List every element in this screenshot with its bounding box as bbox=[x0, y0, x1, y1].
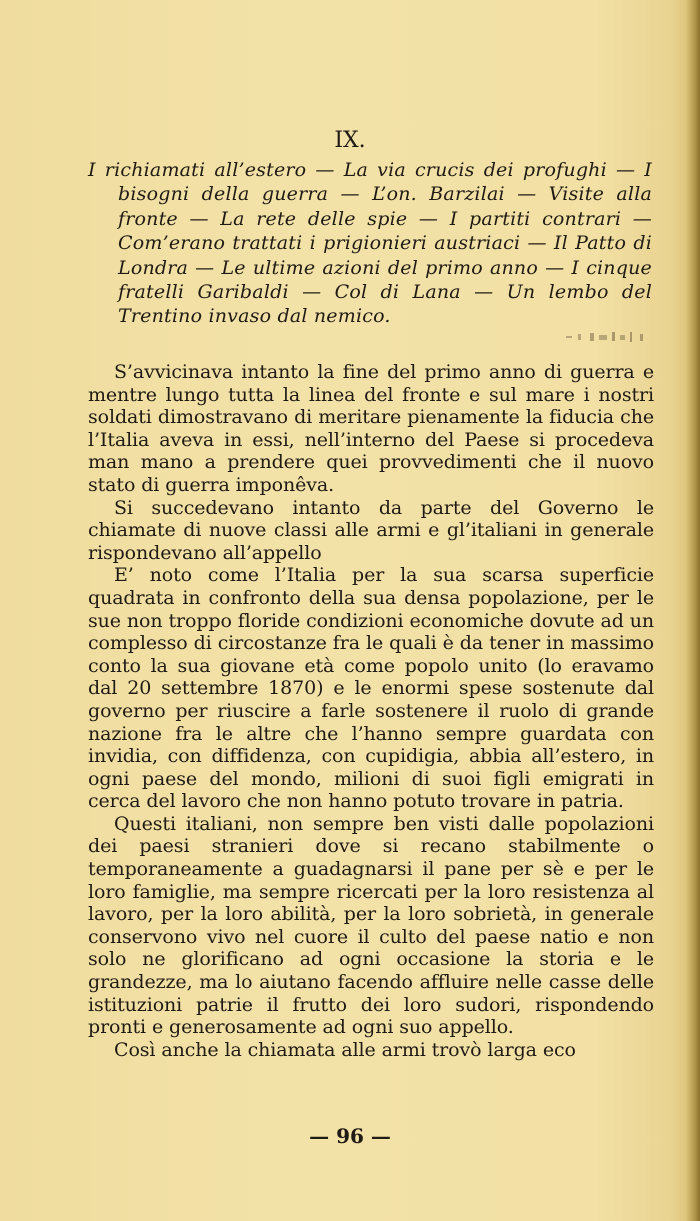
paragraph: Così anche la chiamata alle armi trovò larga eco bbox=[114, 1038, 576, 1061]
chapter-summary: I richiamati all’estero — La via crucis dei profughi — I bisogni della guerra — L’on. Barzilai — Visite alla fronte — La rete delle spie — I partiti contrari — Com’erano trattati i prigionieri austriaci — Il Patto di Londra — Le ultime azioni del primo anno — I cinque fratelli Garibaldi — Col di Lana — Un lembo del Trentino invaso dal nemico. bbox=[88, 159, 652, 328]
ink-smudge-icon bbox=[566, 330, 654, 344]
page-number: — 96 — bbox=[309, 1124, 391, 1148]
body-text bbox=[88, 361, 654, 1061]
page-edge-shadow bbox=[686, 0, 700, 1221]
paragraph: E’ noto come l’Italia per la sua scarsa superficie quadrata in confronto della sua densa popolazione, per le sue non troppo floride condizioni economiche dovute ad un complesso di circostanze fra le quali è da tener in massimo conto la sua giovane età come popolo unito (lo eravamo dal 20 settembre 1870) e le enormi spese sostenute dal governo per riuscire a farle sostenere il ruolo di grande nazione fra le altre che l’hanno sempre guardata con invidia, con diffidenza, con cupidigia, abbia all’estero, in ogni paese del mondo, milioni di suoi figli emigrati in cerca del lavoro che non hanno potuto trovare in patria. bbox=[88, 564, 654, 813]
paragraph: Questi italiani, non sempre ben visti dalle popolazioni dei paesi stranieri dove si recano stabilmente o temporaneamente a guadagnarsi il pane per sè e per le loro famiglie, ma sempre ricercati per la loro resistenza al lavoro, per la loro abilità, per la loro sobrietà, in generale conservono vivo nel cuore il culto del paese natio e non solo ne glorificano ad ogni occasione la storia e le grandezze, ma lo aiutano facendo affluire nelle casse delle istituzioni patrie il frutto dei loro sudori, rispondendo pronti e generosamente ad ogni suo appello. bbox=[88, 812, 654, 1039]
paragraph: S’avvicinava intanto la fine del primo anno di guerra e mentre lungo tutta la linea del fronte e sul mare i nostri soldati dimostravano di meritare pienamente la fiducia che l’Italia aveva in essi, nell’interno del Paese si procedeva man mano a prendere quei provvedimenti che il nuovo stato di guerra imponêva. bbox=[88, 361, 654, 496]
chapter-number: IX. bbox=[334, 128, 366, 153]
paragraph: Si succedevano intanto da parte del Governo le chiamate di nuove classi alle armi e gl’italiani in generale rispondevano all’appello bbox=[88, 496, 654, 564]
